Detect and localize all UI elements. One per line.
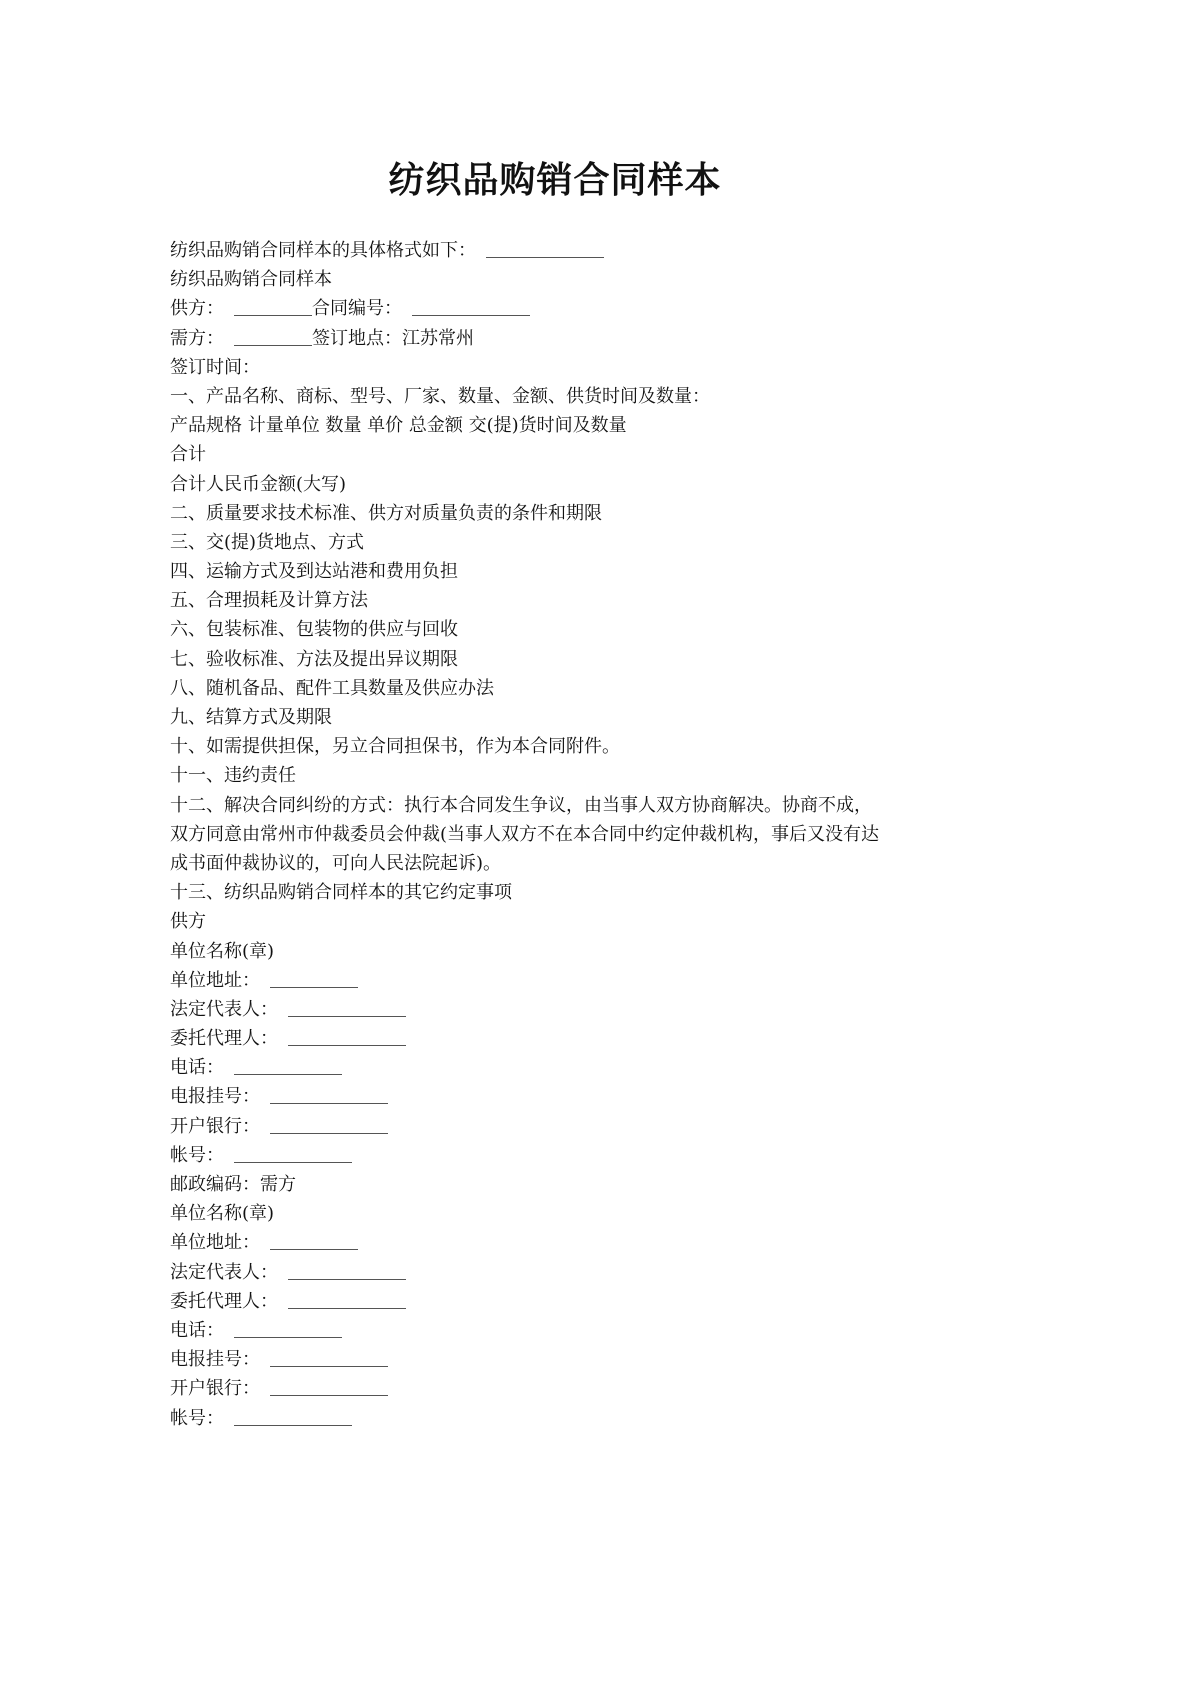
fill-in-blank[interactable] xyxy=(288,1261,406,1280)
line-text: 四、运输方式及到达站港和费用负担 xyxy=(170,561,458,583)
line-text: 六、包装标准、包装物的供应与回收 xyxy=(170,619,458,641)
line-text: 供方： xyxy=(170,298,224,320)
line-text: 供方 xyxy=(170,911,206,933)
document-line xyxy=(170,324,970,353)
document-line xyxy=(170,674,970,703)
document-line xyxy=(170,1141,970,1170)
fill-in-blank[interactable] xyxy=(234,1056,342,1075)
fill-in-blank[interactable] xyxy=(486,239,604,258)
document-line xyxy=(170,470,970,499)
line-text: 五、合理损耗及计算方法 xyxy=(170,590,368,612)
fill-in-blank[interactable] xyxy=(234,297,312,316)
document-title: 纺织品购销合同样本 xyxy=(388,160,722,201)
document-line xyxy=(170,586,970,615)
line-text: 双方同意由常州市仲裁委员会仲裁(当事人双方不在本合同中约定仲裁机构，事后又没有达 xyxy=(170,823,880,845)
document-line xyxy=(170,557,970,586)
fill-in-blank[interactable] xyxy=(270,1348,388,1367)
line-text: 九、结算方式及期限 xyxy=(170,707,332,728)
document-line xyxy=(170,1287,970,1316)
line-text: 帐号： xyxy=(170,1144,224,1166)
document-line xyxy=(170,382,970,411)
line-text: 委托代理人： xyxy=(170,1028,278,1050)
document-line xyxy=(170,995,970,1024)
line-text: 一、产品名称、商标、型号、厂家、数量、金额、供货时间及数量： xyxy=(170,385,710,407)
line-text: 签订时间： xyxy=(170,356,260,378)
line-text: 纺织品购销合同样本 xyxy=(170,269,332,291)
line-text-secondary: 合同编号： xyxy=(312,298,402,320)
line-text: 三、交(提)货地点、方式 xyxy=(170,531,365,553)
fill-in-blank[interactable] xyxy=(234,327,312,346)
document-line xyxy=(170,1082,970,1111)
fill-in-blank[interactable] xyxy=(234,1319,342,1338)
document-line xyxy=(170,1258,970,1287)
fill-in-blank[interactable] xyxy=(270,1085,388,1104)
document-line xyxy=(170,440,970,469)
fill-in-blank[interactable] xyxy=(288,998,406,1017)
document-line xyxy=(170,732,970,761)
document-line xyxy=(170,265,970,294)
document-line xyxy=(170,1024,970,1053)
line-text: 单位地址： xyxy=(170,1232,260,1254)
line-text: 开户银行： xyxy=(170,1115,260,1137)
line-text: 需方： xyxy=(170,327,224,349)
document-line xyxy=(170,907,970,936)
line-text: 十三、纺织品购销合同样本的其它约定事项 xyxy=(170,882,512,904)
line-text: 纺织品购销合同样本的具体格式如下： xyxy=(170,240,476,261)
line-text: 产品规格 计量单位 数量 单价 总金额 交(提)货时间及数量 xyxy=(170,415,627,437)
fill-in-blank[interactable] xyxy=(270,1231,358,1250)
document-line xyxy=(170,1199,970,1228)
document-line xyxy=(170,411,970,440)
document-line xyxy=(170,1316,970,1345)
line-text: 十一、违约责任 xyxy=(170,765,296,787)
document-line xyxy=(170,1345,970,1374)
document-line xyxy=(170,294,970,323)
document-line xyxy=(170,1374,970,1403)
fill-in-blank[interactable] xyxy=(412,297,530,316)
line-text-secondary: 签订地点：江苏常州 xyxy=(312,327,474,349)
document-line xyxy=(170,1170,970,1199)
document-line xyxy=(170,499,970,528)
line-text: 电报挂号： xyxy=(170,1086,260,1108)
line-text: 十二、解决合同纠纷的方式：执行本合同发生争议，由当事人双方协商解决。协商不成， xyxy=(170,794,872,816)
fill-in-blank[interactable] xyxy=(288,1290,406,1309)
document-line xyxy=(170,703,970,732)
fill-in-blank[interactable] xyxy=(234,1407,352,1426)
fill-in-blank[interactable] xyxy=(234,1144,352,1163)
document-line xyxy=(170,1404,970,1433)
line-text: 委托代理人： xyxy=(170,1290,278,1312)
document-line xyxy=(170,1228,970,1257)
line-text: 邮政编码：需方 xyxy=(170,1174,296,1195)
fill-in-blank[interactable] xyxy=(288,1027,406,1046)
document-line xyxy=(170,1112,970,1141)
document-line xyxy=(170,820,970,849)
line-text: 电话： xyxy=(170,1319,224,1341)
document-body xyxy=(170,236,970,1433)
document-line xyxy=(170,878,970,907)
line-text: 法定代表人： xyxy=(170,1261,278,1283)
line-text: 单位名称(章) xyxy=(170,1203,275,1225)
document-line xyxy=(170,353,970,382)
line-text: 合计人民币金额(大写) xyxy=(170,473,347,495)
line-text: 七、验收标准、方法及提出异议期限 xyxy=(170,648,458,670)
document-line xyxy=(170,791,970,820)
document-line xyxy=(170,528,970,557)
document-line xyxy=(170,645,970,674)
document-line xyxy=(170,761,970,790)
line-text: 十、如需提供担保，另立合同担保书，作为本合同附件。 xyxy=(170,736,620,758)
line-text: 合计 xyxy=(170,444,206,466)
line-text: 开户银行： xyxy=(170,1378,260,1400)
fill-in-blank[interactable] xyxy=(270,1115,388,1134)
document-line xyxy=(170,937,970,966)
line-text: 单位名称(章) xyxy=(170,940,275,962)
document-line xyxy=(170,615,970,644)
document-line xyxy=(170,849,970,878)
document-line xyxy=(170,1053,970,1082)
fill-in-blank[interactable] xyxy=(270,969,358,988)
line-text: 成书面仲裁协议的，可向人民法院起诉)。 xyxy=(170,852,502,874)
fill-in-blank[interactable] xyxy=(270,1377,388,1396)
document-line xyxy=(170,966,970,995)
line-text: 单位地址： xyxy=(170,969,260,991)
line-text: 电报挂号： xyxy=(170,1349,260,1371)
line-text: 法定代表人： xyxy=(170,998,278,1020)
line-text: 二、质量要求技术标准、供方对质量负责的条件和期限 xyxy=(170,502,602,524)
document-line xyxy=(170,236,970,265)
line-text: 帐号： xyxy=(170,1407,224,1429)
line-text: 八、随机备品、配件工具数量及供应办法 xyxy=(170,677,494,699)
line-text: 电话： xyxy=(170,1057,224,1079)
